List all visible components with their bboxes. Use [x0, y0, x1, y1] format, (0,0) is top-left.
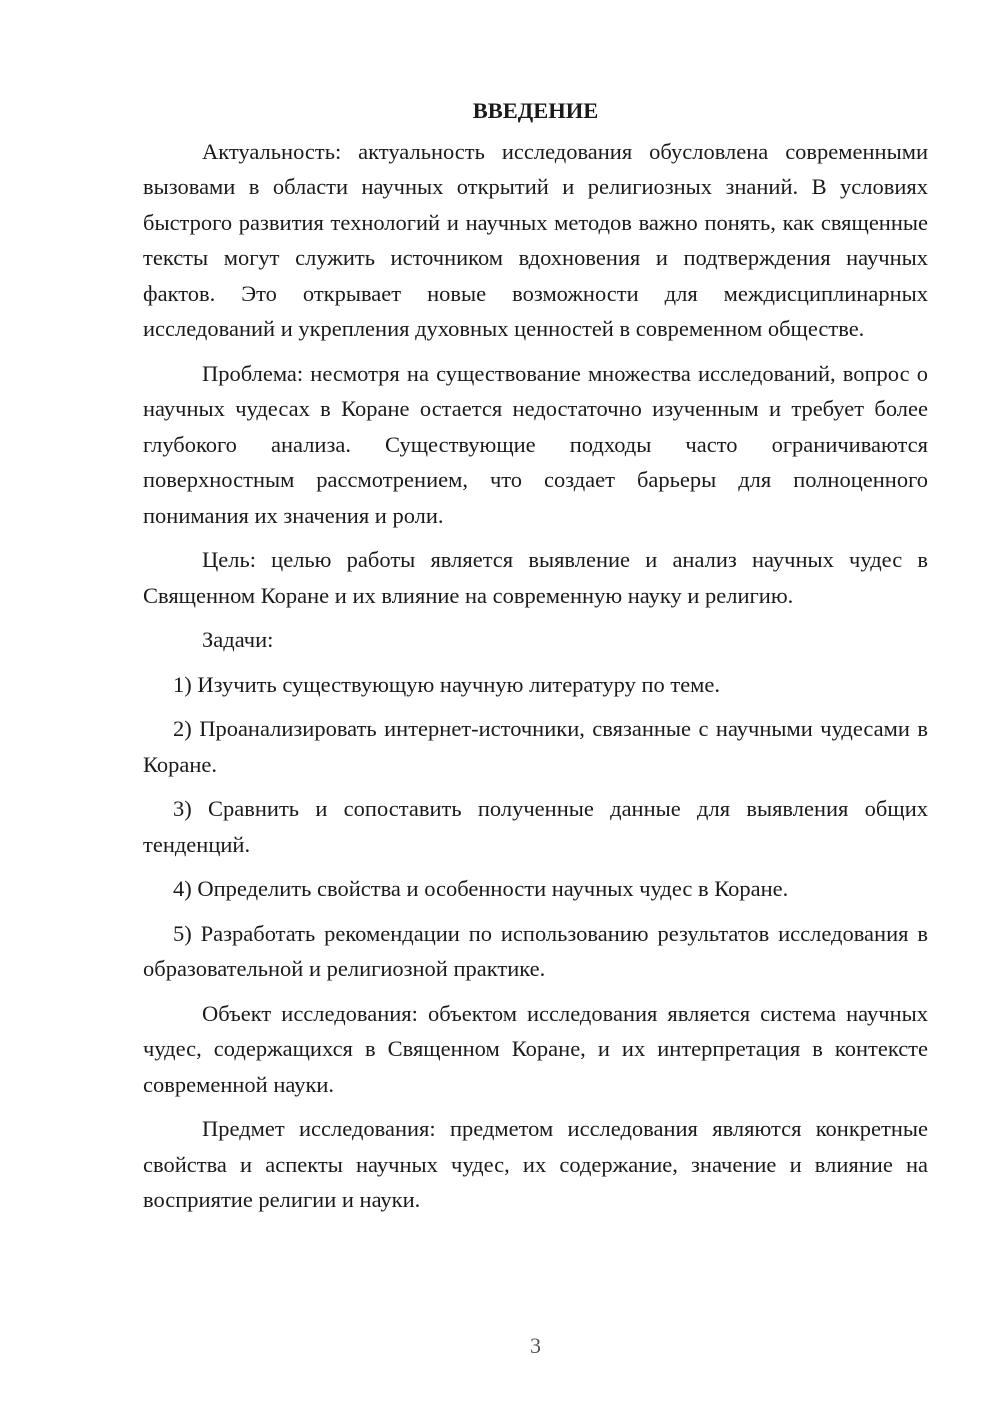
paragraph-subject: Предмет исследования: предметом исследования являются конкретные свойства и аспекты научных чудес, их содержание, значение и влияние на восприятие религии и науки.	[143, 1116, 928, 1212]
paragraph-object: Объект исследования: объектом исследования является система научных чудес, содержащихся в Священном Коране, и их интерпретация в контексте современной науки.	[143, 1000, 928, 1097]
page-number: 3	[530, 1333, 541, 1358]
paragraph-goal: Цель: целью работы является выявление и анализ научных чудес в Священном Коране и их влияние на современную науку и религию.	[143, 547, 928, 608]
paragraph-problem: Проблема: несмотря на существование множества исследований, вопрос о научных чудесах в Коране остается недостаточно изученным и требует более глубокого анализа. Существующие подходы часто ограничиваются поверхностным рассмотрением, что создает барьеры для полноценного понимания их значения и роли.	[143, 360, 928, 528]
paragraph-tasks-heading: Задачи:	[202, 627, 274, 652]
page-content	[143, 93, 928, 1227]
task-item-5: 5) Разработать рекомендации по использованию результатов исследования в образовательной и религиозной практике.	[143, 920, 928, 981]
paragraph-relevance: Актуальность: актуальность исследования обусловлена современными вызовами в области научных открытий и религиозных знаний. В условиях быстрого развития технологий и научных методов важно понять, как священные тексты могут служить источником вдохновения и подтверждения научных фактов. Это открывает новые возможности для междисциплинарных исследований и укрепления духовных ценностей в современном обществе.	[143, 138, 928, 341]
task-item-3: 3) Сравнить и сопоставить полученные данные для выявления общих тенденций.	[143, 796, 928, 857]
task-item-1: 1) Изучить существующую научную литературу по теме.	[173, 671, 721, 697]
section-title: ВВЕДЕНИЕ	[472, 98, 599, 123]
task-item-2: 2) Проанализировать интернет-источники, связанные с научными чудесами в Коране.	[143, 716, 928, 777]
task-item-4: 4) Определить свойства и особенности научных чудес в Коране.	[173, 876, 789, 901]
